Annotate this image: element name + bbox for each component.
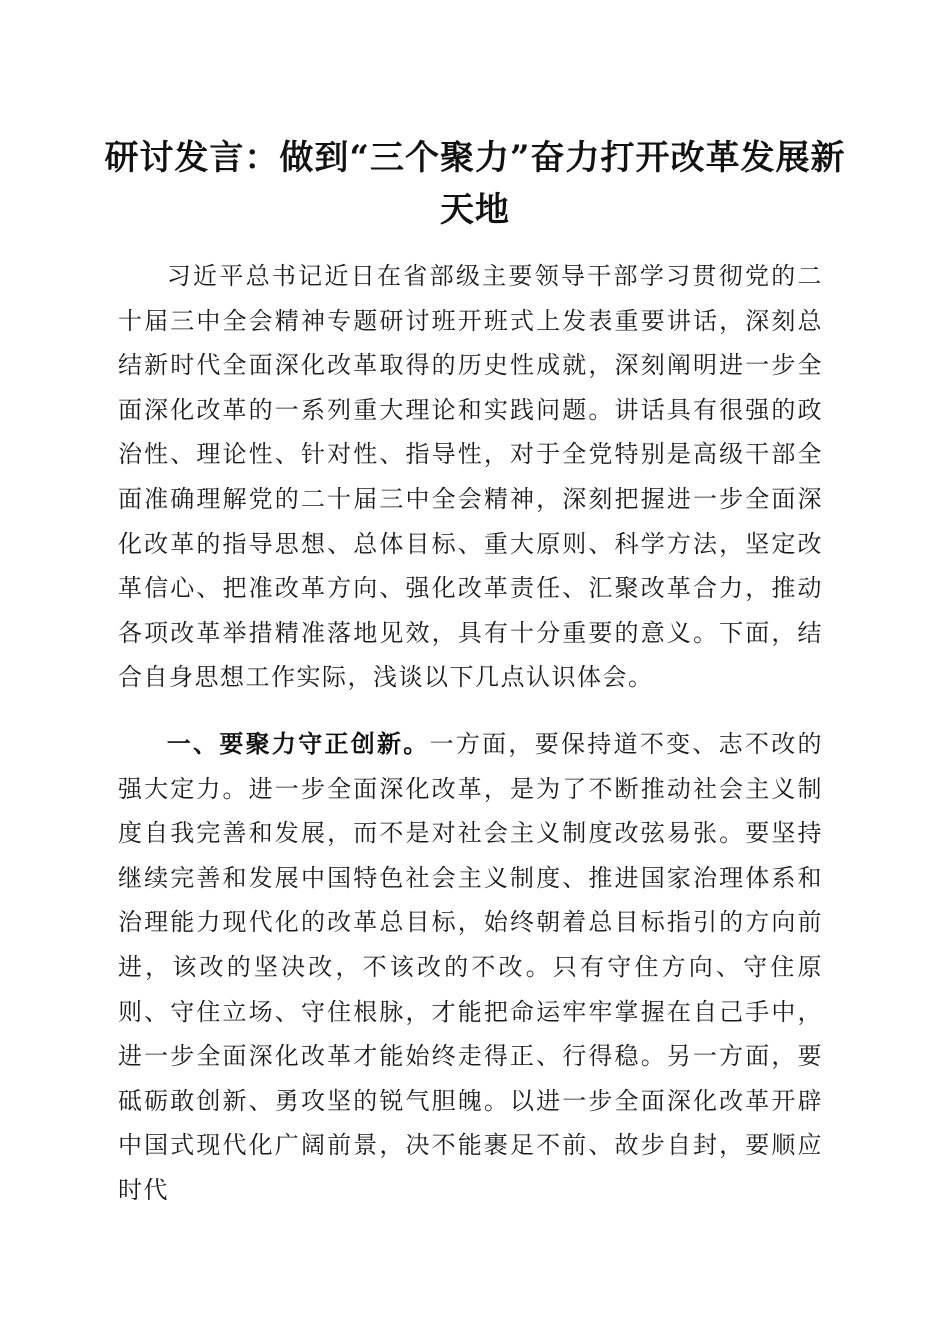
- section-heading: 一、要聚力守正创新。: [166, 729, 430, 758]
- document-title: 研讨发言：做到“三个聚力”奋力打开改革发展新天地: [104, 138, 846, 230]
- paragraph-intro: [118, 254, 823, 700]
- paragraph-section-one: [118, 722, 823, 1213]
- paragraph-text: 习近平总书记近日在省部级主要领导干部学习贯彻党的二十届三中全会精神专题研讨班开班式上发表重要讲话，深刻总结新时代全面深化改革取得的历史性成就，深刻阐明进一步全面深化改革的一系列重大理论和实践问题。讲话具有很强的政治性、理论性、针对性、指导性，对于全党特别是高级干部全面准确理解党的二十届三中全会精神，深刻把握进一步全面深化改革的指导思想、总体目标、重大原则、科学方法，坚定改革信心、把准改革方向、强化改革责任、汇聚改革合力，推动各项改革举措精准落地见效，具有十分重要的意义。下面，结合自身思想工作实际，浅谈以下几点认识体会。: [118, 262, 823, 692]
- paragraph-text: 一方面，要保持道不变、志不改的强大定力。进一步全面深化改革，是为了不断推动社会主义制度自我完善和发展，而不是对社会主义制度改弦易张。要坚持继续完善和发展中国特色社会主义制度、推进国家治理体系和治理能力现代化的改革总目标，始终朝着总目标指引的方向前进，该改的坚决改，不该改的不改。只有守住方向、守住原则、守住立场、守住根脉，才能把命运牢牢掌握在自己手中，进一步全面深化改革才能始终走得正、行得稳。另一方面，要砥砺敢创新、勇攻坚的锐气胆魄。以进一步全面深化改革开辟中国式现代化广阔前景，决不能裹足不前、故步自封，要顺应时代: [118, 730, 824, 1204]
